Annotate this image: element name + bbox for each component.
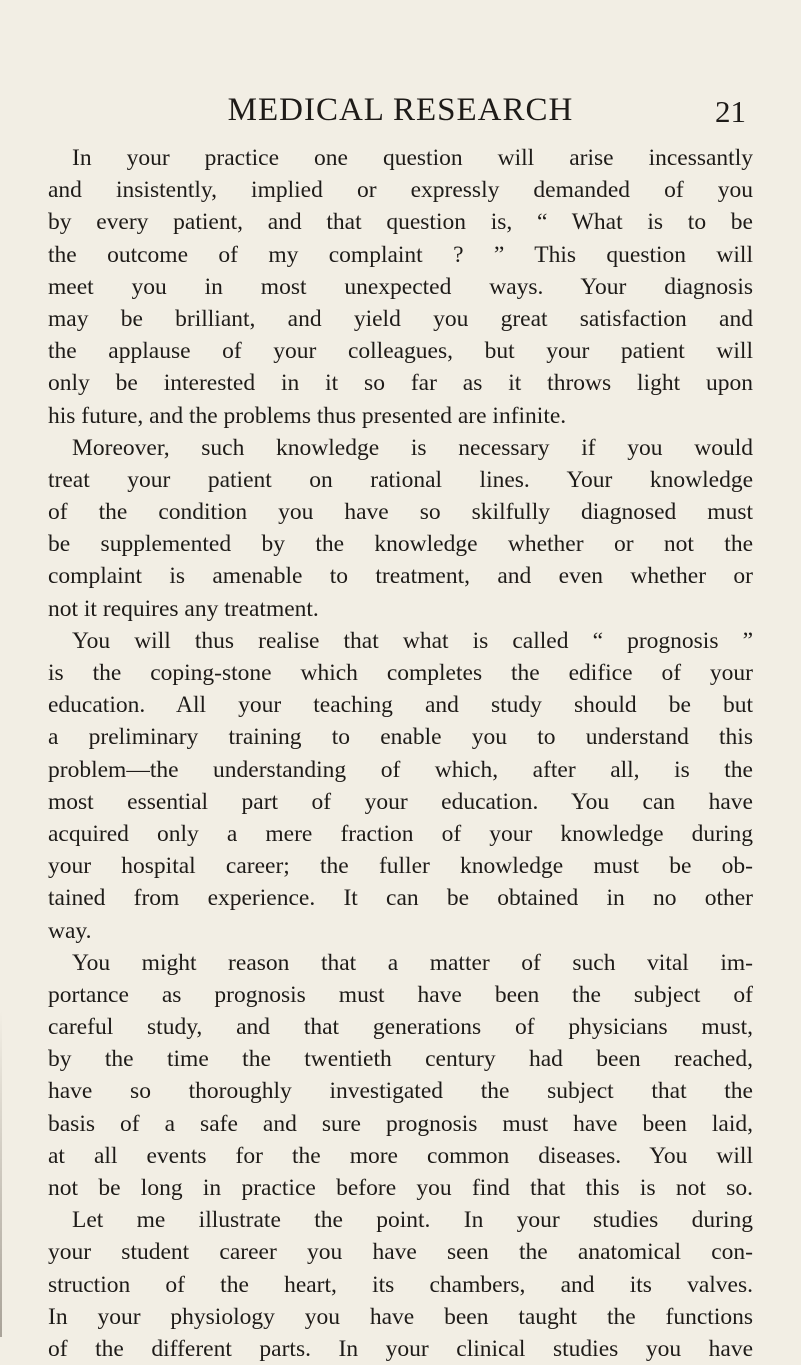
text-line: not it requires any treatment. xyxy=(48,595,319,622)
text-line: at all events for the more common diseases. You will xyxy=(48,1142,753,1169)
page-number: 21 xyxy=(715,94,746,129)
page-edge-shadow xyxy=(0,1010,2,1337)
text-line: have so thoroughly investigated the subject that the xyxy=(48,1078,753,1105)
text-line: In your practice one question will arise incessantly xyxy=(72,145,753,171)
text-line: is the coping-stone which completes the edifice of your xyxy=(48,660,753,686)
text-line: his future, and the problems thus presented are infinite. xyxy=(48,402,567,429)
text-line: by the time the twentieth century had been reached, xyxy=(48,1046,753,1073)
text-line: tained from experience. It can be obtained in no other xyxy=(48,885,753,912)
body-text xyxy=(48,142,753,1365)
text-line: by every patient, and that question is, “ What is to be xyxy=(48,209,753,236)
text-line: of the different parts. In your clinical studies you have xyxy=(48,1335,753,1362)
text-line: of the condition you have so skilfully diagnosed must xyxy=(48,499,753,526)
text-line: meet you in most unexpected ways. Your diagnosis xyxy=(48,273,753,300)
text-line: education. All your teaching and study should be but xyxy=(48,692,753,719)
text-line: only be interested in it so far as it throws light upon xyxy=(48,370,753,397)
text-line: Let me illustrate the point. In your studies during xyxy=(72,1207,753,1234)
text-line: complaint is amenable to treatment, and even whether or xyxy=(48,563,753,590)
text-line: acquired only a mere fraction of your knowledge during xyxy=(48,820,753,847)
text-line: may be brilliant, and yield you great satisfaction and xyxy=(48,305,753,332)
running-head: MEDICAL RESEARCH xyxy=(227,92,574,128)
page-header xyxy=(0,88,801,138)
text-line: basis of a safe and sure prognosis must have been laid, xyxy=(48,1110,753,1137)
text-line: the outcome of my complaint ? ” This question will xyxy=(48,241,753,268)
text-line: not be long in practice before you find that this is not so. xyxy=(48,1175,753,1201)
text-line: treat your patient on rational lines. Your knowledge xyxy=(48,466,753,493)
text-line: a preliminary training to enable you to understand this xyxy=(48,724,753,751)
text-line: the applause of your colleagues, but your patient will xyxy=(48,338,753,365)
text-line: and insistently, implied or expressly demanded of you xyxy=(48,177,753,204)
text-line: your hospital career; the fuller knowledge must be ob- xyxy=(48,853,753,880)
text-line: Moreover, such knowledge is necessary if you would xyxy=(72,434,753,461)
text-line: be supplemented by the knowledge whether or not the xyxy=(48,531,753,558)
text-line: most essential part of your education. You can have xyxy=(48,788,753,815)
text-line: In your physiology you have been taught the functions xyxy=(48,1303,753,1330)
text-line: portance as prognosis must have been the subject of xyxy=(48,981,753,1008)
text-line: You might reason that a matter of such vital im- xyxy=(72,949,753,976)
text-line: struction of the heart, its chambers, and its valves. xyxy=(48,1271,753,1298)
text-line: careful study, and that generations of physicians must, xyxy=(48,1014,753,1041)
text-line: your student career you have seen the anatomical con- xyxy=(48,1239,753,1266)
text-line: way. xyxy=(48,917,92,944)
text-line: You will thus realise that what is called “ prognosis ” xyxy=(72,627,753,654)
text-line: problem—the understanding of which, after all, is the xyxy=(48,756,753,783)
